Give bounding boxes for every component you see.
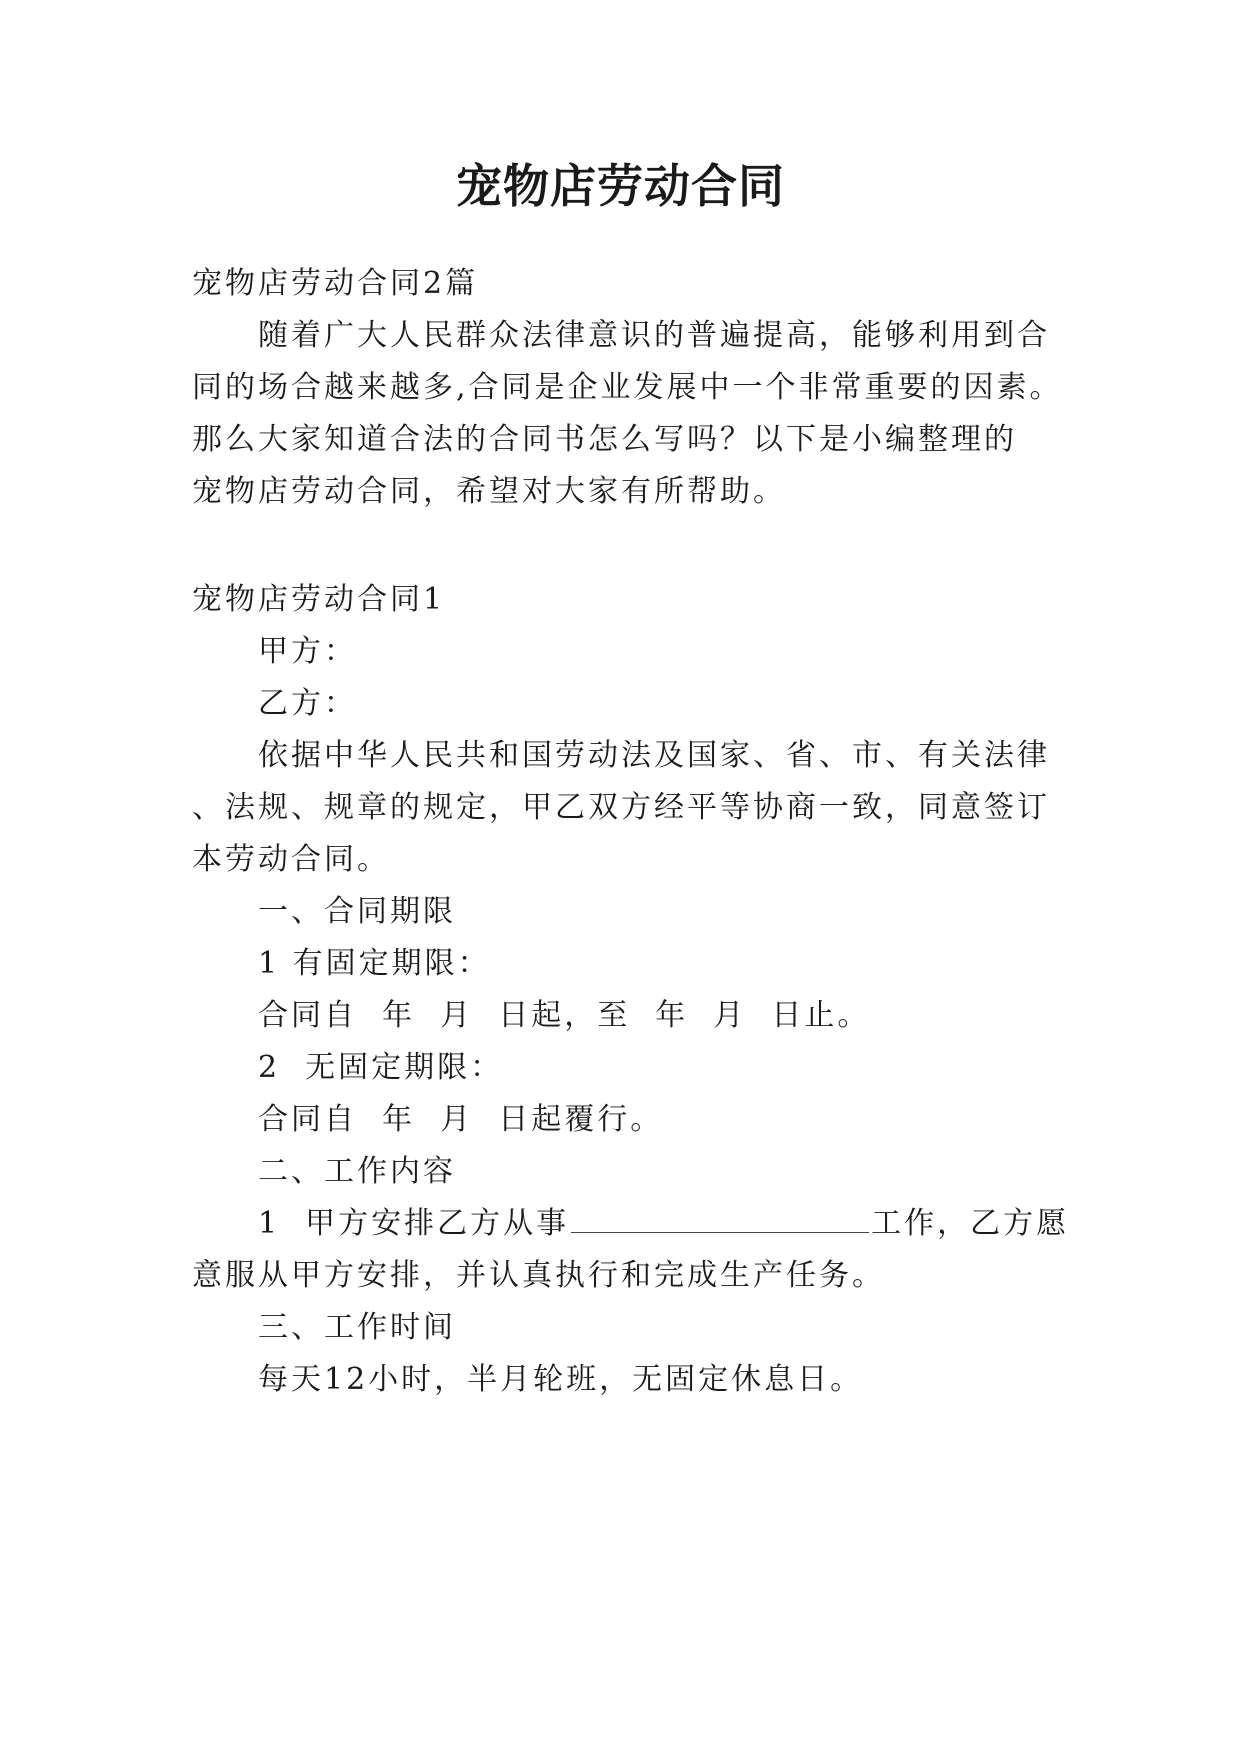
party-a-label: 甲方： [258,634,357,669]
section2-item1-before: 1 甲方安排乙方从事 [258,1206,570,1241]
preamble-line-3: 本劳动合同。 [192,842,390,877]
intro-line-4: 宠物店劳动合同，希望对大家有所帮助。 [192,474,786,509]
preamble-line-2: 、法规、规章的规定，甲乙双方经平等协商一致，同意签订 [192,790,1050,825]
contract1-heading: 宠物店劳动合同1 [192,582,446,617]
intro-line-1: 随着广大人民群众法律意识的普遍提高，能够利用到合 [258,318,1050,353]
preamble-line-1: 依据中华人民共和国劳动法及国家、省、市、有关法律 [258,738,1050,773]
intro-line-2: 同的场合越来越多,合同是企业发展中一个非常重要的因素。 [192,370,1063,405]
section1-item2-text: 合同自 年 月 日起覆行。 [258,1102,664,1137]
section2-title: 二、工作内容 [258,1154,456,1189]
section1-item1-text: 合同自 年 月 日起，至 年 月 日止。 [258,998,871,1033]
section1-title: 一、合同期限 [258,894,456,929]
document-subtitle: 宠物店劳动合同2篇 [192,266,479,301]
section2-item1-cont: 意服从甲方安排，并认真执行和完成生产任务。 [192,1258,885,1293]
section3-title: 三、工作时间 [258,1310,456,1345]
section1-item1: 1 有固定期限： [258,946,491,981]
job-blank-field [571,1204,869,1233]
document-title: 宠物店劳动合同 [456,159,785,213]
section3-text: 每天12小时，半月轮班，无固定休息日。 [258,1362,864,1397]
intro-line-3: 那么大家知道合法的合同书怎么写吗？以下是小编整理的 [192,422,1017,457]
section1-item2: 2 无固定期限： [258,1050,504,1085]
section2-item1 [258,1204,1118,1244]
party-b-label: 乙方： [258,686,357,721]
section2-item1-after: 工作，乙方愿 [871,1206,1070,1241]
